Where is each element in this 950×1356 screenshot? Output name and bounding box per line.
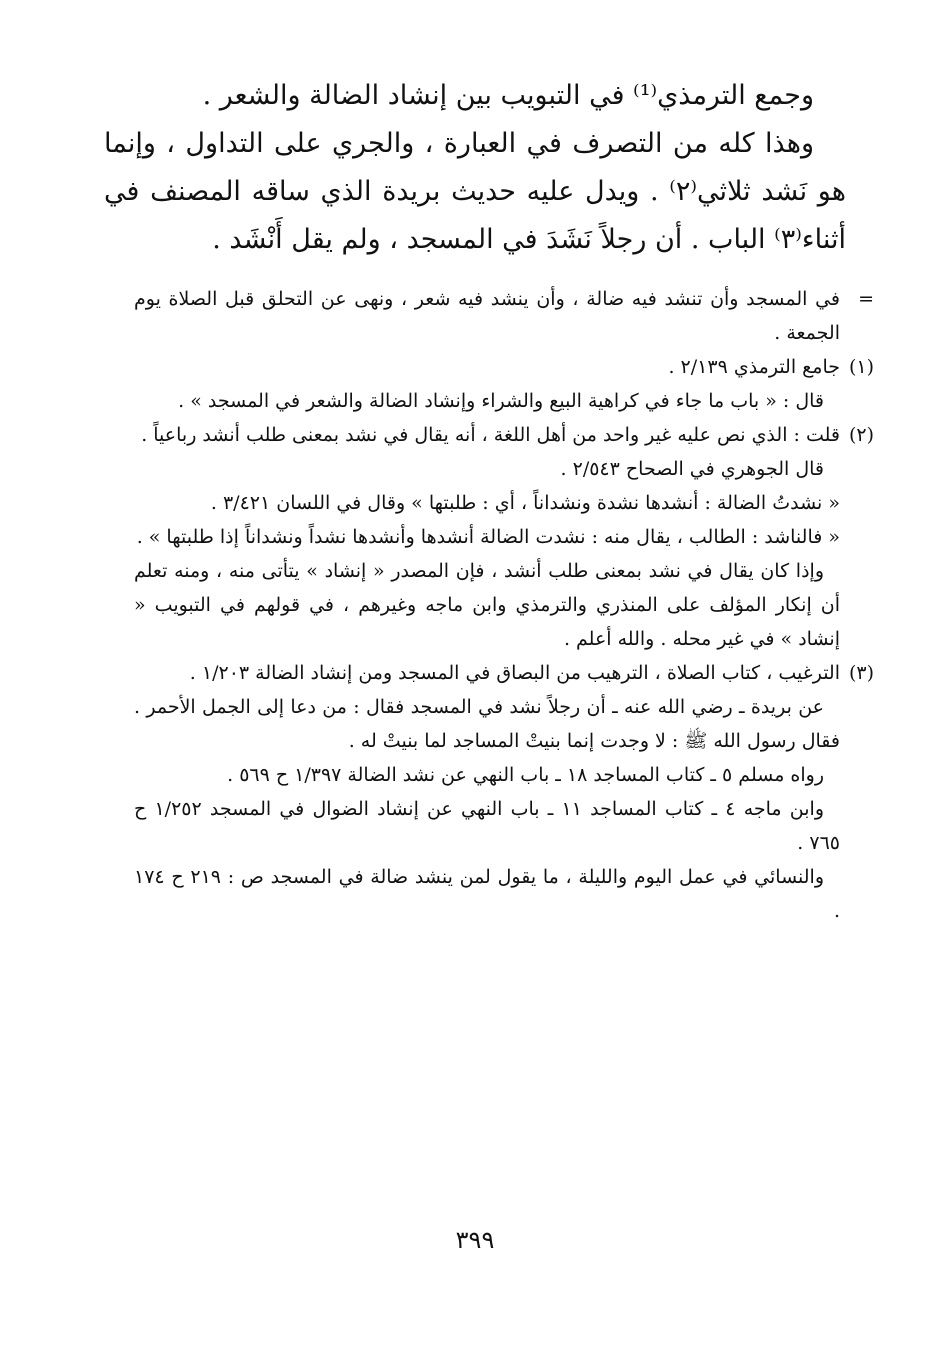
footnote-2 [134, 418, 874, 656]
page-number: ٣٩٩ [455, 1226, 495, 1254]
footnote-paragraph: عن بريدة ـ رضي الله عنه ـ أن رجلاً نشد في المسجد فقال : من دعا إلى الجمل الأحمر . فقال رسول الله ﷺ : لا وجدت إنما بنيتْ المساجد لما بنيتْ له . [134, 696, 840, 752]
footnote-continuation-text: في المسجد وأن تنشد فيه ضالة ، وأن ينشد فيه شعر ، ونهى عن التحلق قبل الصلاة يوم الجمعة . [134, 288, 840, 344]
footnote-paragraph: والنسائي في عمل اليوم والليلة ، ما يقول لمن ينشد ضالة في المسجد ص : ٢١٩ ح ١٧٤ . [134, 866, 840, 922]
footnote-paragraph: رواه مسلم ٥ ـ كتاب المساجد ١٨ ـ باب النهي عن نشد الضالة ١/٣٩٧ ح ٥٦٩ . [227, 764, 824, 786]
footnote-paragraph: قال : « باب ما جاء في كراهية البيع والشراء وإنشاد الضالة والشعر في المسجد » . [178, 390, 824, 412]
footnote-paragraph: « فالناشد : الطالب ، يقال منه : نشدت الضالة أنشدها وأنشدها نشداً ونشداناً إذا طلبتها » . [136, 526, 840, 548]
continuation-marker: = [858, 288, 874, 310]
footnote-paragraph: قال الجوهري في الصحاح ٢/٥٤٣ . [560, 458, 824, 480]
footnote-1 [134, 350, 874, 418]
footnote-paragraph: جامع الترمذي ٢/١٣٩ . [668, 356, 840, 378]
footnotes [134, 282, 874, 928]
footnote-number: (٢) [848, 424, 874, 446]
main-paragraph-2: وهذا كله من التصرف في العبارة ، والجري على التداول ، وإنما هو نَشد ثلاثي⁽٢⁾ . ويدل عليه حديث بريدة الذي ساقه المصنف في أثناء⁽٣⁾ الباب . أن رجلاً نَشَدَ في المسجد ، ولم يقل أَنْشَد . [104, 128, 846, 255]
main-text [104, 72, 846, 264]
footnote-paragraph: وابن ماجه ٤ ـ كتاب المساجد ١١ ـ باب النهي عن إنشاد الضوال في المسجد ١/٢٥٢ ح ٧٦٥ . [134, 798, 840, 854]
footnote-continuation [134, 282, 874, 350]
footnote-paragraph: « نشدتُ الضالة : أنشدها نشدة ونشداناً ، أي : طلبتها » وقال في اللسان ٣/٤٢١ . [210, 492, 840, 514]
footnote-paragraph: قلت : الذي نص عليه غير واحد من أهل اللغة ، أنه يقال في نشد بمعنى طلب أنشد رباعياً . [141, 424, 840, 446]
footnote-paragraph: وإذا كان يقال في نشد بمعنى طلب أنشد ، فإن المصدر « إنشاد » يتأتى منه ، ومنه تعلم أن إنكار المؤلف على المنذري والترمذي وابن ماجه وغيرهم ، في قولهم في التبويب « إنشاد » في غير محله . والله أعلم . [134, 560, 840, 650]
footnote-3 [134, 656, 874, 928]
footnote-paragraph: الترغيب ، كتاب الصلاة ، الترهيب من البصاق في المسجد ومن إنشاد الضالة ١/٢٠٣ . [189, 662, 840, 684]
main-line-1: وجمع الترمذي⁽¹⁾ في التبويب بين إنشاد الضالة والشعر . [202, 80, 814, 111]
footnote-number: (٣) [848, 662, 874, 684]
footnote-number: (١) [848, 356, 874, 378]
